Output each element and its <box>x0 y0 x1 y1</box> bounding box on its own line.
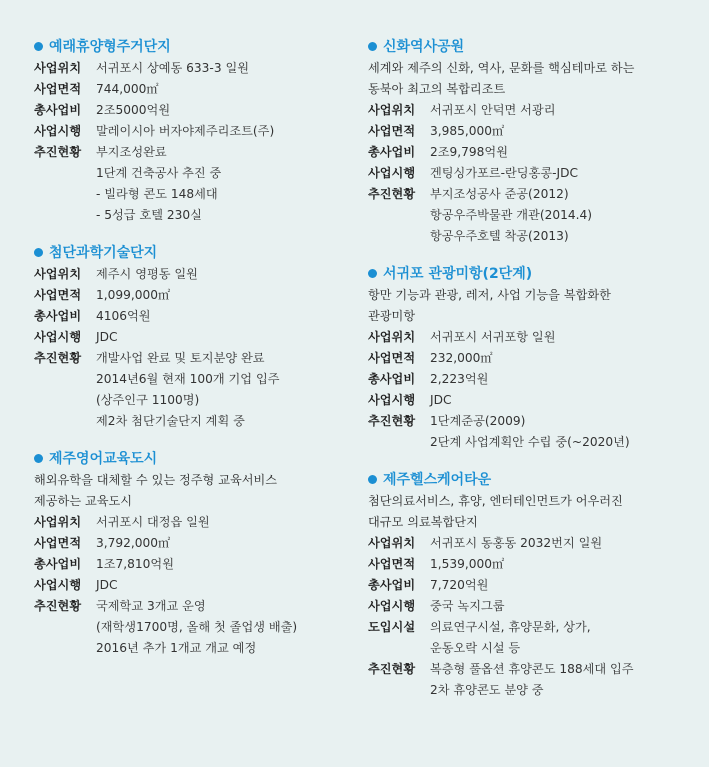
info-row <box>34 79 354 100</box>
project-block <box>34 240 354 432</box>
info-value: 7,720억원 <box>430 578 489 592</box>
info-value: 2단계 사업계획안 수립 중(~2020년) <box>430 435 630 449</box>
info-row <box>34 533 354 554</box>
info-row <box>34 512 354 533</box>
info-values <box>96 100 354 121</box>
info-value: 1단계준공(2009) <box>430 414 526 428</box>
info-label: 사업시행 <box>34 330 82 344</box>
bullet-dot-icon <box>368 42 377 51</box>
info-row <box>368 533 688 554</box>
info-value: JDC <box>96 578 118 592</box>
info-label: 총사업비 <box>34 103 82 117</box>
info-label: 총사업비 <box>34 557 82 571</box>
info-value: 2016년 추가 1개교 개교 예정 <box>96 641 257 655</box>
info-values <box>430 327 688 348</box>
info-label: 추진현황 <box>368 414 416 428</box>
info-row <box>368 659 688 701</box>
info-value: 서귀포시 서귀포항 일원 <box>430 330 556 344</box>
info-values <box>96 348 354 432</box>
project-title <box>34 446 354 470</box>
project-block <box>34 34 354 226</box>
project-description: 관광미항 <box>368 309 416 323</box>
bullet-dot-icon <box>34 248 43 257</box>
info-value: 서귀포시 안덕면 서광리 <box>430 103 556 117</box>
info-values <box>430 390 688 411</box>
project-description: 제공하는 교육도시 <box>34 494 133 508</box>
info-values <box>96 285 354 306</box>
info-values <box>430 533 688 554</box>
project-title-text: 첨단과학기술단지 <box>49 245 158 261</box>
info-row <box>34 327 354 348</box>
info-value: - 5성급 호텔 230실 <box>96 208 202 222</box>
info-values <box>430 596 688 617</box>
info-values <box>430 348 688 369</box>
info-value: 1조7,810억원 <box>96 557 174 571</box>
info-row <box>368 121 688 142</box>
info-row <box>368 327 688 348</box>
info-label: 사업면적 <box>368 557 416 571</box>
project-description: 해외유학을 대체할 수 있는 정주형 교육서비스 <box>34 473 278 487</box>
info-values <box>96 306 354 327</box>
info-values <box>430 659 688 701</box>
info-row <box>368 369 688 390</box>
info-label: 사업시행 <box>34 124 82 138</box>
info-label: 사업면적 <box>34 288 82 302</box>
info-value: 2조5000억원 <box>96 103 171 117</box>
bullet-dot-icon <box>368 269 377 278</box>
info-value: 232,000㎡ <box>430 351 493 365</box>
info-label: 도입시설 <box>368 620 416 634</box>
info-row <box>34 575 354 596</box>
info-value: 운동오락 시설 등 <box>430 641 521 655</box>
info-label: 총사업비 <box>34 309 82 323</box>
left-column <box>34 34 354 673</box>
project-title-text: 제주헬스케어타운 <box>383 472 492 488</box>
info-row <box>34 121 354 142</box>
info-value: JDC <box>430 393 452 407</box>
info-value: 4106억원 <box>96 309 151 323</box>
info-label: 사업위치 <box>368 330 416 344</box>
info-label: 사업위치 <box>34 61 82 75</box>
info-value: 부지조성공사 준공(2012) <box>430 187 569 201</box>
info-label: 사업시행 <box>368 166 416 180</box>
info-label: 총사업비 <box>368 578 416 592</box>
info-value: 1단계 건축공사 추진 중 <box>96 166 222 180</box>
project-block <box>34 446 354 659</box>
info-row <box>34 285 354 306</box>
info-values <box>96 575 354 596</box>
project-description: 항만 기능과 관광, 레저, 사업 기능을 복합화한 <box>368 288 611 302</box>
info-row <box>34 142 354 226</box>
info-label: 사업위치 <box>368 103 416 117</box>
info-label: 사업면적 <box>368 351 416 365</box>
info-value: 의료연구시설, 휴양문화, 상가, <box>430 620 591 634</box>
info-value: 서귀포시 동홍동 2032번지 일원 <box>430 536 603 550</box>
project-description: 첨단의료서비스, 휴양, 엔터테인먼트가 어우러진 <box>368 494 623 508</box>
info-value: 3,792,000㎡ <box>96 536 171 550</box>
info-values <box>96 554 354 575</box>
right-column <box>368 34 688 715</box>
bullet-dot-icon <box>34 42 43 51</box>
info-label: 추진현황 <box>368 662 416 676</box>
info-row <box>368 411 688 453</box>
info-value: 항공우주호텔 착공(2013) <box>430 229 569 243</box>
project-title-text: 예래휴양형주거단지 <box>49 39 171 55</box>
info-value: 부지조성완료 <box>96 145 167 159</box>
info-label: 사업시행 <box>368 393 416 407</box>
info-values <box>430 163 688 184</box>
info-values <box>430 617 688 659</box>
info-values <box>430 575 688 596</box>
project-block <box>368 34 688 247</box>
info-row <box>34 348 354 432</box>
info-label: 사업면적 <box>368 124 416 138</box>
info-values <box>430 184 688 247</box>
info-values <box>96 58 354 79</box>
info-row <box>34 596 354 659</box>
info-row <box>34 58 354 79</box>
info-row <box>34 100 354 121</box>
info-row <box>368 163 688 184</box>
info-label: 사업위치 <box>34 515 82 529</box>
project-title <box>368 34 688 58</box>
info-values <box>430 411 688 453</box>
info-label: 사업위치 <box>34 267 82 281</box>
info-label: 사업면적 <box>34 82 82 96</box>
info-values <box>96 142 354 226</box>
info-values <box>96 79 354 100</box>
project-description: 대규모 의료복합단지 <box>368 515 478 529</box>
info-values <box>430 142 688 163</box>
info-value: 겐팅싱가포르-란딩홍콩-JDC <box>430 166 579 180</box>
info-value: 1,539,000㎡ <box>430 557 505 571</box>
project-title-text: 서귀포 관광미항(2단계) <box>383 266 533 282</box>
info-value: 제2차 첨단기술단지 계획 중 <box>96 414 245 428</box>
info-row <box>368 575 688 596</box>
info-row <box>368 184 688 247</box>
info-value: JDC <box>96 330 118 344</box>
info-values <box>96 121 354 142</box>
info-value: 2,223억원 <box>430 372 489 386</box>
info-value: 서귀포시 대정읍 일원 <box>96 515 210 529</box>
info-value: 3,985,000㎡ <box>430 124 505 138</box>
info-value: 말레이시아 버자야제주리조트(주) <box>96 124 275 138</box>
info-values <box>96 512 354 533</box>
info-values <box>96 596 354 659</box>
info-label: 추진현황 <box>34 351 82 365</box>
info-row <box>34 554 354 575</box>
info-values <box>430 100 688 121</box>
project-title-text: 제주영어교육도시 <box>49 451 158 467</box>
info-value: 국제학교 3개교 운영 <box>96 599 206 613</box>
project-description: 동북아 최고의 복합리조트 <box>368 82 506 96</box>
info-label: 총사업비 <box>368 145 416 159</box>
info-label: 사업시행 <box>368 599 416 613</box>
info-label: 추진현황 <box>368 187 416 201</box>
info-value: 복층형 풀옵션 휴양콘도 188세대 입주 <box>430 662 634 676</box>
info-row <box>368 348 688 369</box>
info-label: 사업면적 <box>34 536 82 550</box>
info-values <box>96 533 354 554</box>
info-value: 개발사업 완료 및 토지분양 완료 <box>96 351 265 365</box>
info-values <box>96 327 354 348</box>
info-row <box>368 596 688 617</box>
project-title-text: 신화역사공원 <box>383 39 465 55</box>
info-values <box>96 264 354 285</box>
info-value: 2차 휴양콘도 분양 중 <box>430 683 544 697</box>
project-title <box>368 467 688 491</box>
info-label: 사업시행 <box>34 578 82 592</box>
project-title <box>34 240 354 264</box>
info-row <box>368 100 688 121</box>
info-value: (상주인구 1100명) <box>96 393 200 407</box>
info-value: (재학생1700명, 올해 첫 졸업생 배출) <box>96 620 298 634</box>
bullet-dot-icon <box>368 475 377 484</box>
info-value: 2014년6월 현재 100개 기업 입주 <box>96 372 280 386</box>
project-title <box>368 261 688 285</box>
info-label: 추진현황 <box>34 599 82 613</box>
info-row <box>34 306 354 327</box>
project-block <box>368 467 688 701</box>
info-row <box>34 264 354 285</box>
info-value: 항공우주박물관 개관(2014.4) <box>430 208 592 222</box>
info-label: 추진현황 <box>34 145 82 159</box>
info-label: 총사업비 <box>368 372 416 386</box>
info-value: - 빌라형 콘도 148세대 <box>96 187 218 201</box>
project-block <box>368 261 688 453</box>
project-title <box>34 34 354 58</box>
info-values <box>430 554 688 575</box>
info-row <box>368 390 688 411</box>
bullet-dot-icon <box>34 454 43 463</box>
info-row <box>368 142 688 163</box>
info-value: 1,099,000㎡ <box>96 288 171 302</box>
info-row <box>368 617 688 659</box>
info-values <box>430 121 688 142</box>
info-value: 중국 녹지그룹 <box>430 599 505 613</box>
info-value: 제주시 영평동 일원 <box>96 267 198 281</box>
info-value: 2조9,798억원 <box>430 145 508 159</box>
project-description: 세계와 제주의 신화, 역사, 문화를 핵심테마로 하는 <box>368 61 635 75</box>
info-value: 744,000㎡ <box>96 82 159 96</box>
info-values <box>430 369 688 390</box>
info-label: 사업위치 <box>368 536 416 550</box>
info-row <box>368 554 688 575</box>
info-value: 서귀포시 상예동 633-3 일원 <box>96 61 249 75</box>
